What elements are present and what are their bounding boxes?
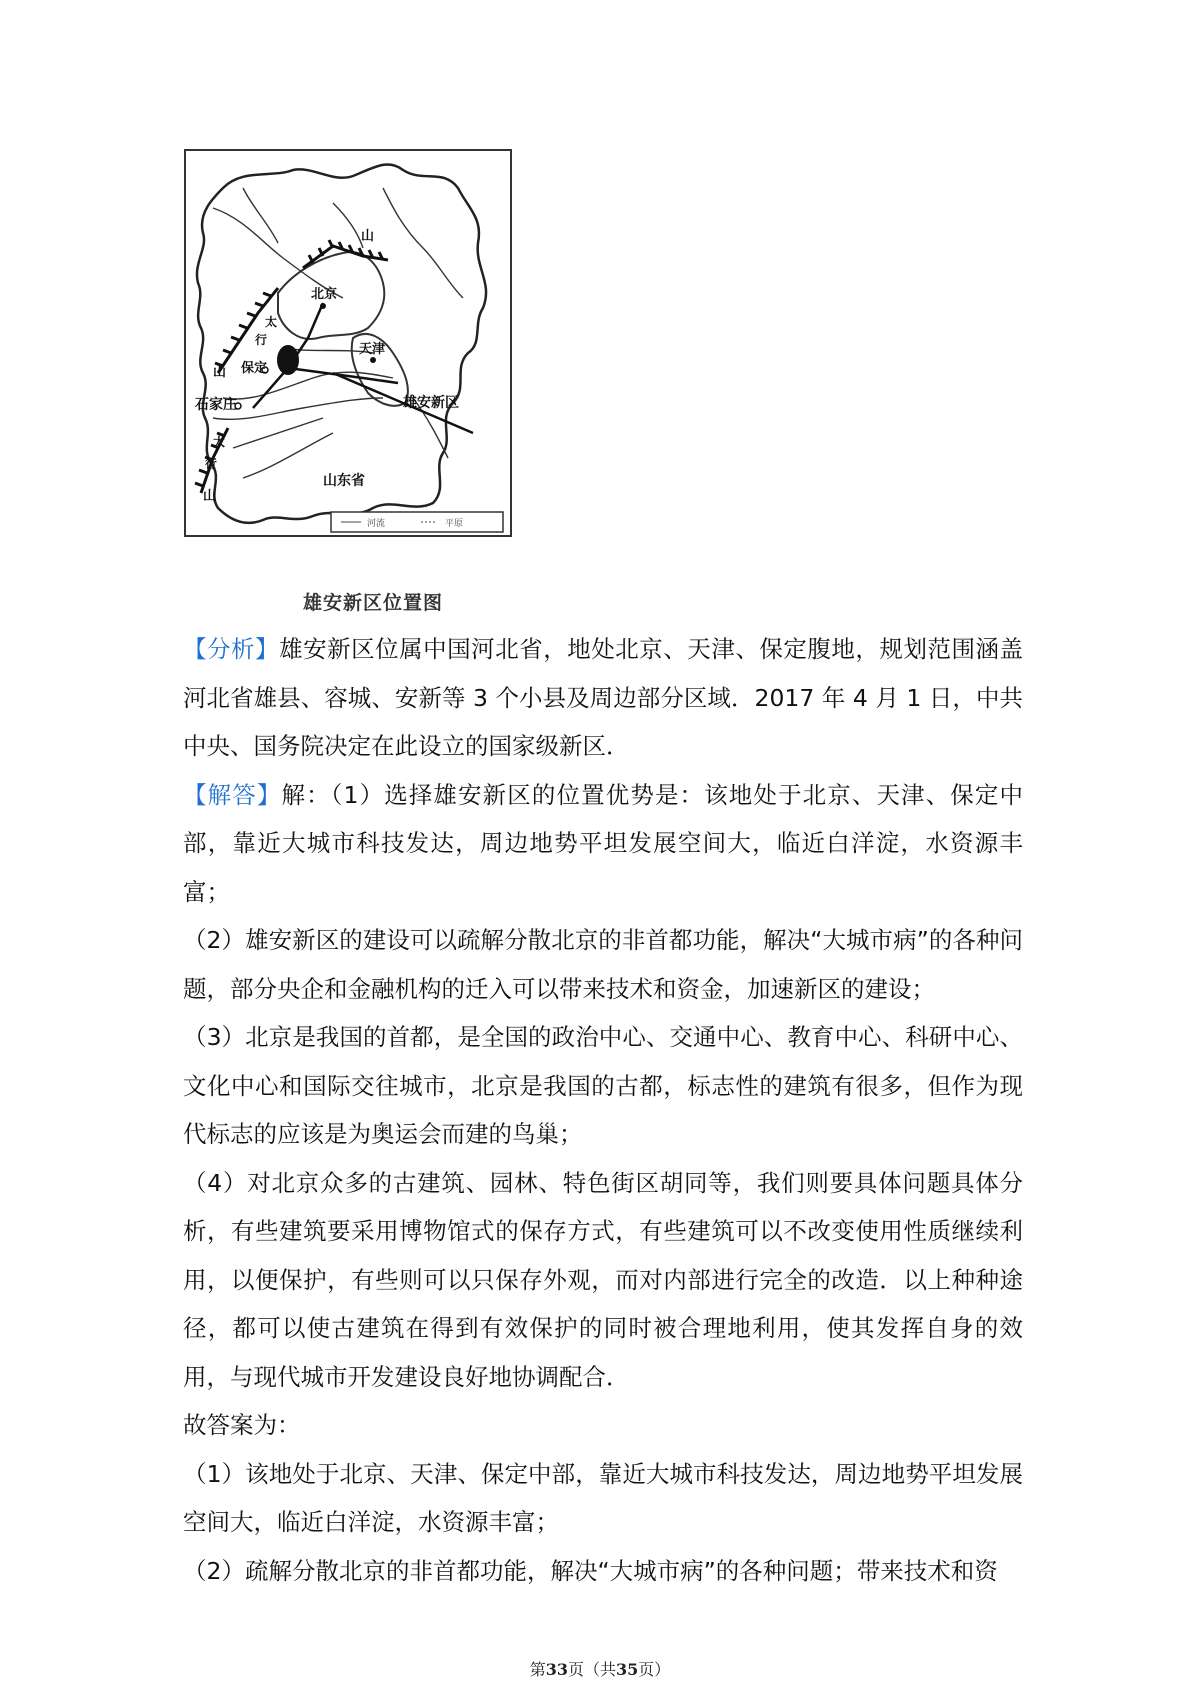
map-figure <box>183 148 513 618</box>
label-shan-top: 山 <box>361 229 375 244</box>
footer-suffix: 页） <box>638 1660 671 1679</box>
label-shijiazhuang: 石家庄 <box>195 397 237 413</box>
label-xiongan: 雄安新区 <box>403 395 459 411</box>
solution-paragraph-3: （3）北京是我国的首都，是全国的政治中心、交通中心、教育中心、科研中心、文化中心和国际交往城市，北京是我国的古都，标志性的建筑有很多，但作为现代标志的应该是为奥运会而建的鸟巢； <box>183 1023 1023 1148</box>
answer-2: （2）疏解分散北京的非首都功能，解决“大城市病”的各种问题；带来技术和资 <box>183 1556 998 1585</box>
solution-tag: 【解答】 <box>183 780 282 809</box>
label-beijing: 北京 <box>311 287 338 302</box>
analysis-tag: 【分析】 <box>183 635 280 663</box>
xiongan-area <box>277 345 299 375</box>
analysis-text: 雄安新区位属中国河北省，地处北京、天津、保定腹地，规划范围涵盖河北省雄县、容城、安新等 3 个小县及周边部分区域．2017 年 4 月 1 日，中共中央、国务院决定在此设立的国家级新区． <box>183 635 1024 760</box>
xiongan-location-map <box>183 148 513 578</box>
label-shandong: 山东省 <box>323 473 365 489</box>
label-shan-bottom: 山 <box>203 489 217 504</box>
answer-1: （1）该地处于北京、天津、保定中部，靠近大城市科技发达，周边地势平坦发展空间大，临近白洋淀，水资源丰富； <box>183 1459 1023 1536</box>
footer-page-number: 33 <box>545 1660 568 1679</box>
solution-text-1: 解：（1）选择雄安新区的位置优势是：该地处于北京、天津、保定中部，靠近大城市科技发达，周边地势平坦发展空间大，临近白洋淀，水资源丰富； <box>183 780 1024 906</box>
footer-total-pages: 35 <box>616 1660 639 1679</box>
footer-prefix: 第 <box>529 1660 546 1679</box>
beijing-dot <box>320 303 326 309</box>
label-tai-1: 太 <box>265 315 278 329</box>
tianjin-dot <box>370 357 376 363</box>
label-hang-1: 行 <box>255 333 268 347</box>
label-tianjin: 天津 <box>359 342 386 357</box>
answer-content <box>183 625 1023 1595</box>
legend-river: 河流 <box>367 519 386 529</box>
label-baoding: 保定 <box>241 361 268 376</box>
analysis-paragraph <box>183 625 1023 771</box>
page-footer <box>0 1657 1200 1680</box>
solution-paragraph-1 <box>183 771 1023 917</box>
answer-intro: 故答案为： <box>183 1411 301 1439</box>
label-hang-2: 行 <box>205 457 218 471</box>
footer-middle: 页（共 <box>567 1660 616 1679</box>
legend-plain: 平原 <box>445 519 464 529</box>
solution-paragraph-2: （2）雄安新区的建设可以疏解分散北京的非首都功能，解决“大城市病”的各种问题，部分央企和金融机构的迁入可以带来技术和资金，加速新区的建设； <box>183 926 1023 1003</box>
label-shan-left: 山 <box>213 365 227 380</box>
solution-paragraph-4: （4）对北京众多的古建筑、园林、特色街区胡同等，我们则要具体问题具体分析，有些建筑要采用博物馆式的保存方式，有些建筑可以不改变使用性质继续利用，以便保护，有些则可以只保存外观，而对内部进行完全的改造．以上种种途径，都可以使古建筑在得到有效保护的同时被合理地利用，使其发挥自身的效用，与现代城市开发建设良好地协调配合． <box>183 1168 1023 1391</box>
map-caption: 雄安新区位置图 <box>303 592 444 614</box>
label-tai-2: 太 <box>213 435 226 449</box>
